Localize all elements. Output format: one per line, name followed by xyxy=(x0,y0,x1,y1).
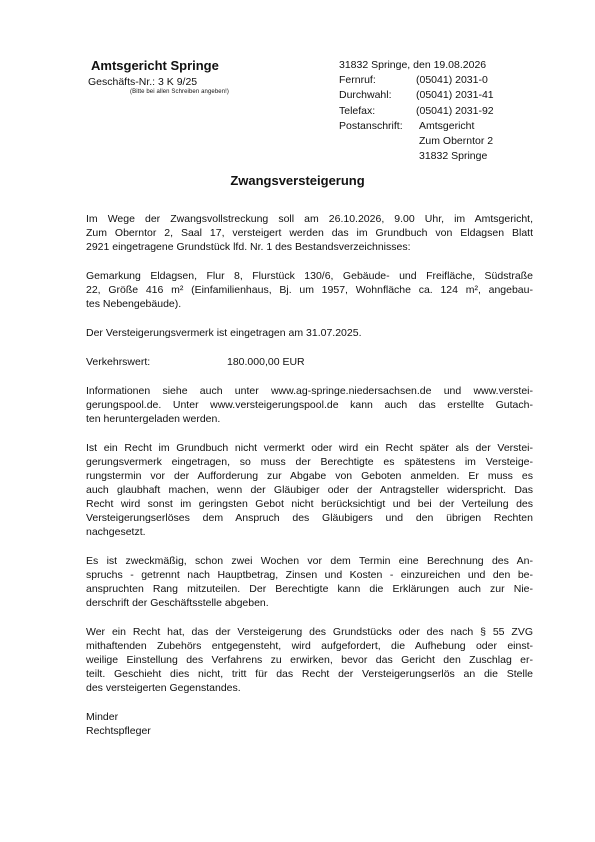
paragraph xyxy=(86,326,533,340)
phone-row xyxy=(339,73,494,88)
paragraph xyxy=(86,212,533,254)
text-line: anspruchten Rang mitzuteilen. Der Berechtigte kann die Erklärungen auch zur Nie- xyxy=(86,583,533,595)
paragraph xyxy=(86,384,533,426)
paragraph xyxy=(86,269,533,311)
fax-label: Telefax: xyxy=(339,104,376,117)
document-body xyxy=(86,212,533,738)
text-line: rungstermin vor der Aufforderung zur Abgabe von Geboten anmelden. Er muss es xyxy=(86,470,533,482)
text-line: Informationen siehe auch unter www.ag-springe.niedersachsen.de und www.verstei- xyxy=(86,385,533,397)
text-line: tes Nebengebäude). xyxy=(86,298,182,310)
text-line: mithaftenden Zubehörs entgegensteht, wird aufgefordert, die Aufhebung oder einst- xyxy=(86,640,533,652)
text-line: Wer ein Recht hat, das der Versteigerung des Grundstücks oder des nach § 55 ZVG xyxy=(86,626,533,638)
text-line: Gemarkung Eldagsen, Flur 8, Flurstück 130/6, Gebäude- und Freifläche, Südstraße xyxy=(86,270,533,282)
case-number: Geschäfts-Nr.: 3 K 9/25 xyxy=(88,76,198,88)
text-line: nachgesetzt. xyxy=(86,526,146,538)
place-date: 31832 Springe, den 19.08.2026 xyxy=(339,59,487,71)
fax-row xyxy=(339,104,494,119)
text-line: Ist ein Recht im Grundbuch nicht vermerkt oder wird ein Recht später als der Verstei- xyxy=(86,442,533,454)
text-line: Es ist zweckmäßig, schon zwei Wochen vor dem Termin eine Berechnung des An- xyxy=(86,555,533,567)
text-line: gerungsvermerk eingetragen, so muss der Berechtigte es spätestens im Versteige- xyxy=(86,456,533,468)
court-name: Amtsgericht Springe xyxy=(91,58,219,73)
text-line: des versteigerten Gegenstandes. xyxy=(86,682,241,694)
fax-value: (05041) 2031-92 xyxy=(416,104,494,117)
paragraph xyxy=(86,554,533,610)
phone-value: (05041) 2031-0 xyxy=(416,74,488,87)
text-line: teilt. Geschieht dies nicht, tritt für das Recht der Versteigerungserlös an die Stelle xyxy=(86,668,533,680)
market-value-amount: 180.000,00 EUR xyxy=(227,356,305,368)
text-line: derschrift der Geschäftsstelle abgeben. xyxy=(86,597,269,609)
postal-line-2: Zum Oberntor 2 xyxy=(419,135,494,148)
text-line: Versteigerungserlöses dem Anspruch des Gläubigers und den übrigen Rechten xyxy=(86,512,533,524)
postal-row xyxy=(339,119,494,134)
paragraphs-intro xyxy=(86,212,533,355)
text-line: auch glaubhaft machen, wenn der Gläubiger oder der Antragsteller widerspricht. Das xyxy=(86,484,533,496)
document-title: Zwangsversteigerung xyxy=(230,173,365,188)
text-line: Zum Oberntor 2, Saal 17, versteigert werden das im Grundbuch von Eldagsen Blatt xyxy=(86,227,533,239)
text-line: spruchs - getrennt nach Hauptbetrag, Zinsen und Kosten - einzureichen und den be- xyxy=(86,569,533,581)
case-number-hint: (Bitte bei allen Schreiben angeben!) xyxy=(130,89,229,95)
text-line: Recht wird sonst im geringsten Gebot nicht berücksichtigt und bei der Verteilung des xyxy=(86,498,533,510)
direct-row xyxy=(339,88,494,103)
postal-line-3: 31832 Springe xyxy=(419,150,488,163)
text-line: Im Wege der Zwangsvollstreckung soll am 26.10.2026, 9.00 Uhr, im Amtsgericht, xyxy=(86,213,533,225)
signature-role: Rechtspfleger xyxy=(86,725,151,737)
text-line: weilige Einstellung des Verfahrens zu erwirken, bevor das Gericht den Zuschlag er- xyxy=(86,654,533,666)
text-line: 2921 eingetragene Grundstück lfd. Nr. 1 des Bestandsverzeichnisses: xyxy=(86,241,411,253)
market-value-row xyxy=(86,355,533,369)
postal-line-1: Amtsgericht xyxy=(419,119,475,132)
paragraph xyxy=(86,625,533,695)
market-value-label: Verkehrswert: xyxy=(86,356,151,368)
direct-value: (05041) 2031-41 xyxy=(416,89,494,102)
text-line: ten heruntergeladen werden. xyxy=(86,413,221,425)
phone-label: Fernruf: xyxy=(339,74,376,87)
paragraph xyxy=(86,441,533,539)
text-line: gerungspool.de. Unter www.versteigerungspool.de kann auch das erstellte Gutach- xyxy=(86,399,533,411)
contact-block xyxy=(339,58,494,164)
postal-label: Postanschrift: xyxy=(339,119,403,132)
paragraphs-main xyxy=(86,384,533,710)
direct-label: Durchwahl: xyxy=(339,89,392,102)
signature-name: Minder xyxy=(86,711,119,723)
text-line: Der Versteigerungsvermerk ist eingetragen am 31.07.2025. xyxy=(86,327,362,339)
text-line: 22, Größe 416 m² (Einfamilienhaus, Bj. um 1957, Wohnfläche ca. 124 m², angebau- xyxy=(86,284,533,296)
